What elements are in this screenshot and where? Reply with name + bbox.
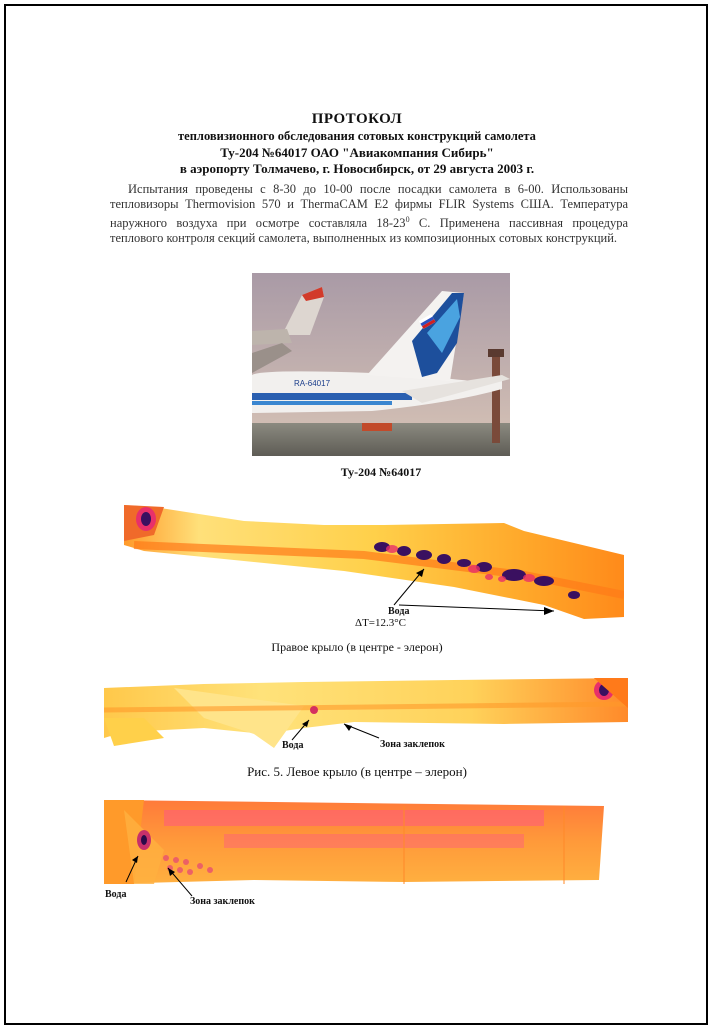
right-wing-water-label: Вода: [388, 606, 410, 617]
delta-t-label: ΔT=12.3°C: [355, 617, 406, 629]
aircraft-photo: [252, 273, 510, 456]
intro-text-a: Испытания проведены с 8-30 до 10-00 после посадки самолета в 6-00. Использованы тепловизоры Thermovision 570 и ThermaCAM E2 фирмы FLIR Systems США. Температура наружного воздуха при осмотре составляла 18-23: [110, 182, 628, 231]
photo-caption: Ту-204 №64017: [340, 465, 422, 479]
thermogram-right-wing: [124, 505, 624, 623]
left-wing-caption: Рис. 5. Левое крыло (в центре – элерон): [247, 764, 467, 779]
third-water-label: Вода: [105, 889, 127, 900]
third-rivets-label: Зона заклепок: [190, 896, 255, 907]
left-wing-water-label: Вода: [282, 740, 304, 751]
third-rivets-arrow: [160, 860, 200, 900]
left-wing-rivets-label: Зона заклепок: [380, 739, 445, 750]
intro-text-b: С. Применена пассивная процедура теплового контроля секций самолета, выполненных из композиционных сотовых конструкций.: [110, 216, 628, 246]
right-wing-caption: Правое крыло (в центре - элерон): [271, 640, 443, 654]
protocol-title: ПРОТОКОЛ: [311, 111, 403, 127]
thermogram-left-wing: [104, 678, 628, 750]
degree-superscript: 0: [405, 215, 410, 224]
aircraft-registration: RA-64017: [294, 379, 331, 388]
protocol-subtitle: тепловизионного обследования сотовых конструкций самолета: [178, 129, 536, 143]
location-date-line: в аэропорту Толмачево, г. Новосибирск, от 29 августа 2003 г.: [179, 161, 535, 176]
intro-paragraph: [110, 182, 628, 246]
aircraft-line: Ту-204 №64017 ОАО "Авиакомпания Сибирь": [220, 145, 494, 160]
